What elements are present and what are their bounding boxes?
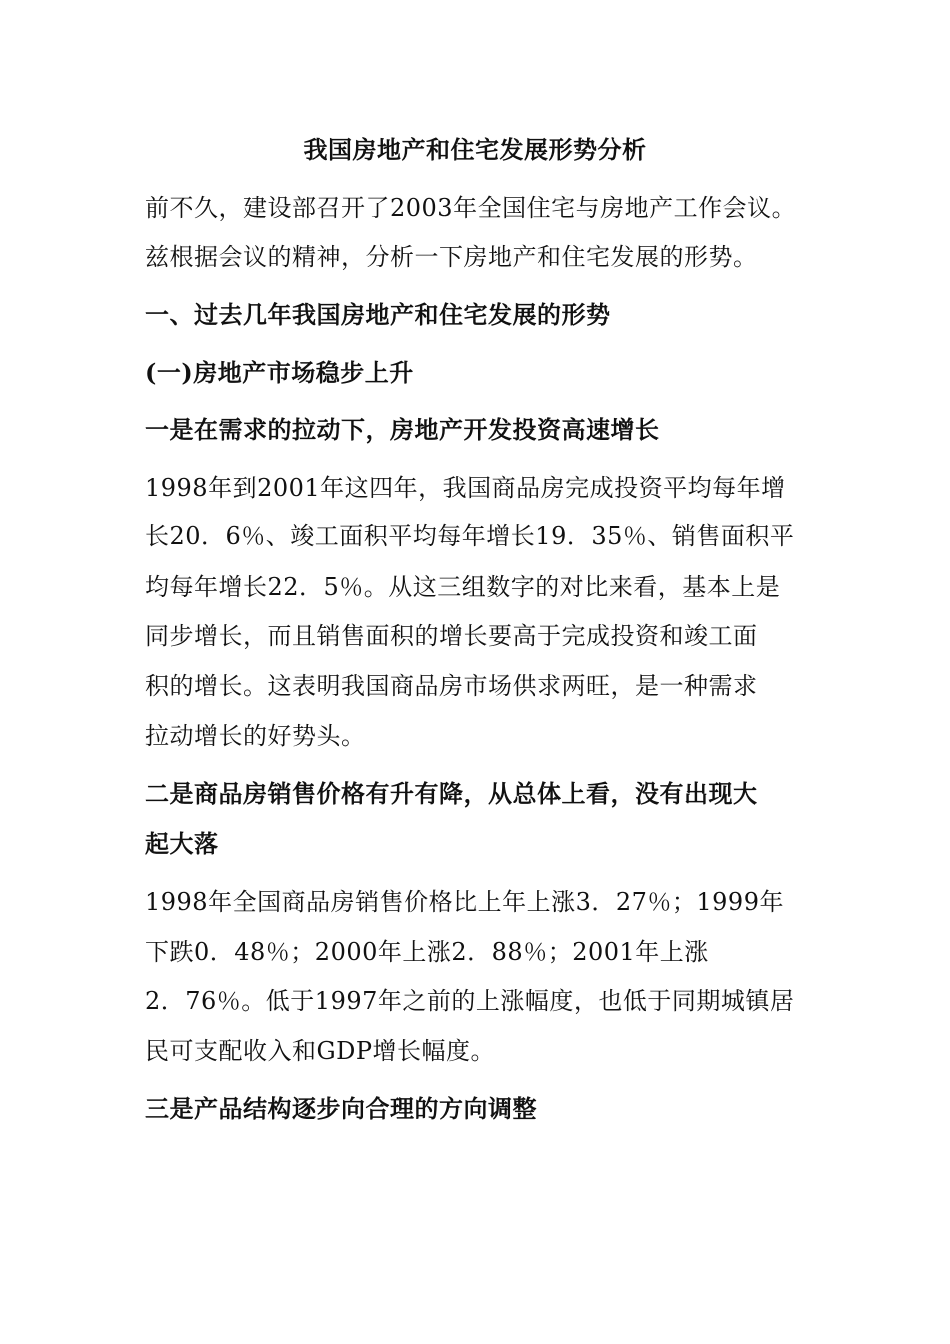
point-1-heading: 一是在需求的拉动下，房地产开发投资高速增长 <box>145 415 660 444</box>
point-2-body-line-2: 下跌0．48％；2000年上涨2．88％；2001年上涨 <box>145 938 709 966</box>
point-1-body-line-1: 1998年到2001年这四年，我国商品房完成投资平均每年增 <box>145 474 786 502</box>
document-title: 我国房地产和住宅发展形势分析 <box>303 135 647 164</box>
point-2-body-line-4: 民可支配收入和GDP增长幅度。 <box>145 1037 496 1065</box>
point-2-body-line-3: 2．76％。低于1997年之前的上涨幅度，也低于同期城镇居 <box>145 987 795 1015</box>
point-1-body-line-5: 积的增长。这表明我国商品房市场供求两旺，是一种需求 <box>145 672 758 700</box>
point-1-body-line-4: 同步增长，而且销售面积的增长要高于完成投资和竣工面 <box>145 622 758 650</box>
section-1-heading: 一、过去几年我国房地产和住宅发展的形势 <box>145 300 611 329</box>
point-2-heading-line-2: 起大落 <box>145 829 219 858</box>
point-1-body-line-3: 均每年增长22．5％。从这三组数字的对比来看，基本上是 <box>145 573 781 601</box>
point-3-heading: 三是产品结构逐步向合理的方向调整 <box>145 1094 537 1123</box>
point-2-heading-line-1: 二是商品房销售价格有升有降，从总体上看，没有出现大 <box>145 779 758 808</box>
intro-line-1: 前不久，建设部召开了2003年全国住宅与房地产工作会议。 <box>145 194 797 222</box>
intro-line-2: 兹根据会议的精神，分析一下房地产和住宅发展的形势。 <box>145 243 758 271</box>
point-2-body-line-1: 1998年全国商品房销售价格比上年上涨3．27％；1999年 <box>145 888 784 916</box>
subsection-1-heading: (一)房地产市场稳步上升 <box>145 358 414 387</box>
point-1-body-line-6: 拉动增长的好势头。 <box>145 722 366 750</box>
point-1-body-line-2: 长20．6％、竣工面积平均每年增长19．35％、销售面积平 <box>145 522 795 550</box>
